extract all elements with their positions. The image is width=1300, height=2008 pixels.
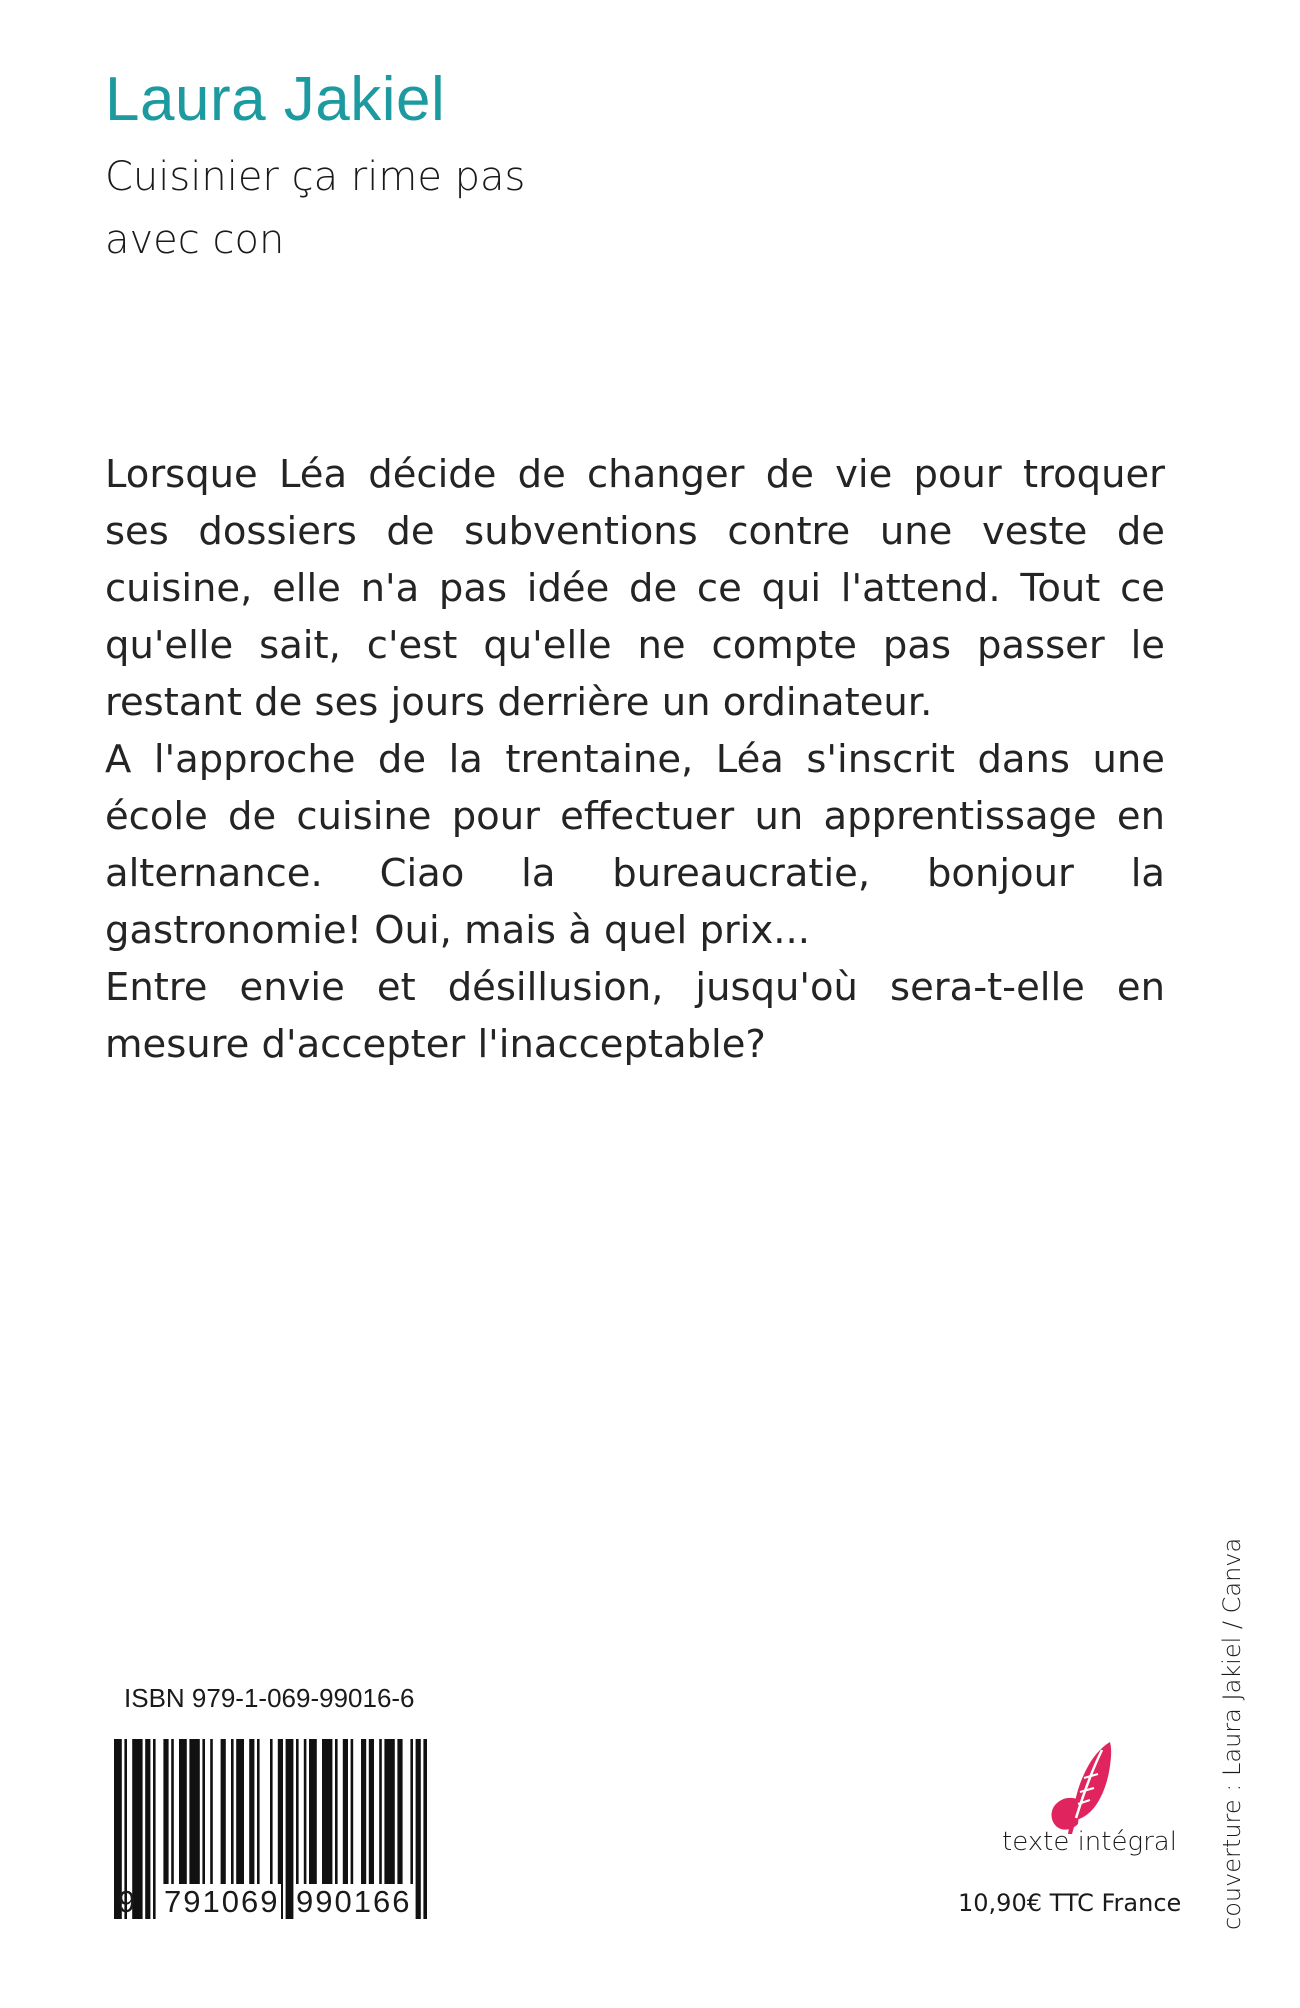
book-title-line-1: Cuisinier ça rime pas bbox=[105, 154, 526, 200]
edition-note: texte intégral bbox=[1002, 1827, 1177, 1857]
cover-credit: couverture : Laura Jakiel / Canva bbox=[1218, 1537, 1246, 1930]
isbn-label: ISBN 979-1-069-99016-6 bbox=[124, 1683, 415, 1713]
barcode-bar bbox=[145, 1739, 150, 1919]
book-title bbox=[105, 146, 525, 272]
barcode-right-group: 990166 bbox=[296, 1884, 412, 1919]
barcode-bar bbox=[153, 1739, 156, 1919]
barcode-bar bbox=[416, 1739, 421, 1919]
blurb-paragraph-2: A l'approche de la trentaine, Léa s'inscrit dans une école de cuisine pour effectuer un apprentissage en alternance. Ciao la bureaucratie, bonjour la gastronomie! Oui, mais à quel prix... bbox=[105, 737, 1165, 953]
blurb-paragraph-3: Entre envie et désillusion, jusqu'où sera-t-elle en mesure d'accepter l'inacceptable? bbox=[105, 965, 1165, 1067]
barcode-left-group: 791069 bbox=[164, 1884, 280, 1919]
barcode-first-digit: 9 bbox=[118, 1884, 136, 1919]
price-label: 10,90€ TTC France bbox=[958, 1889, 1182, 1917]
book-title-line-2: avec con bbox=[105, 217, 285, 263]
back-cover-blurb bbox=[105, 446, 1165, 1073]
author-name: Laura Jakiel bbox=[105, 65, 446, 134]
barcode-bar bbox=[286, 1739, 294, 1919]
barcode-bar bbox=[423, 1739, 427, 1919]
blurb-paragraph-1: Lorsque Léa décide de changer de vie pour troquer ses dossiers de subventions contre une veste de cuisine, elle n'a pas idée de ce qui l'attend. Tout ce qu'elle sait, c'est qu'elle ne compte pas passer le restant de ses jours derrière un ordinateur. bbox=[105, 452, 1165, 725]
quill-feather-icon bbox=[1040, 1738, 1120, 1838]
